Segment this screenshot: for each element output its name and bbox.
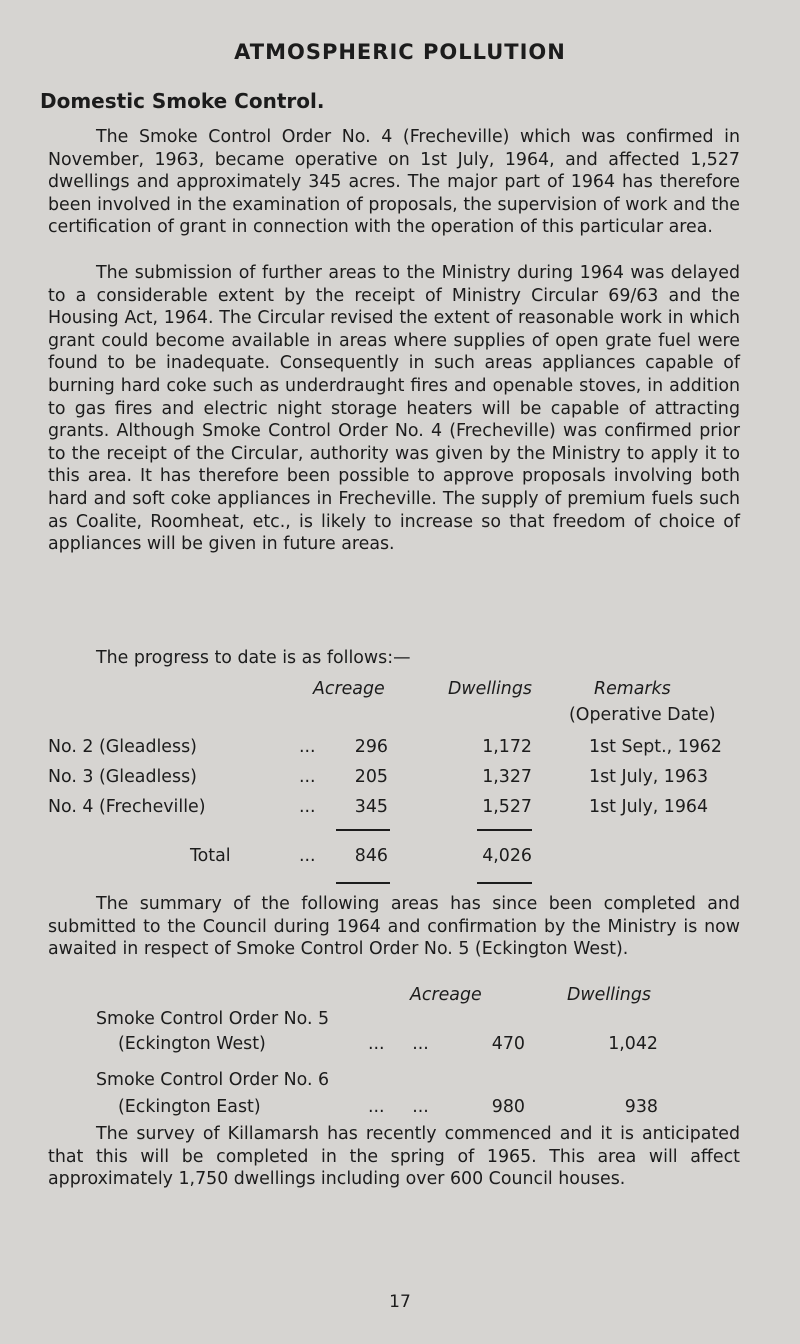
paragraph-1: The Smoke Control Order No. 4 (Frecheville) which was confirmed in November, 1963, became operative on 1st July, 1964, and affected 1,527 dwellings and approximately 345 acres. The major part of 1964 has therefore been involved in the examination of proposals, the supervision of work and the certification of grant in connection with the operation of this particular area. (48, 127, 740, 238)
total-rule-acreage-bottom (336, 882, 390, 884)
page-title: ATMOSPHERIC POLLUTION (234, 40, 566, 64)
row-acreage: 345 (354, 797, 388, 817)
leader-dots: ... ... (368, 1034, 429, 1054)
section-heading: Domestic Smoke Control. (40, 89, 325, 113)
paragraph-3: The summary of the following areas has since been completed and submitted to the Council during 1964 and confirmation by the Ministry is now awaited in respect of Smoke Control Order No. 5 (Eckington West). (48, 894, 740, 960)
row-acreage: 296 (354, 737, 388, 757)
total-dwellings: 4,026 (482, 846, 532, 866)
row-acreage: 980 (491, 1097, 525, 1117)
row-dwellings: 1,042 (608, 1034, 658, 1054)
row-dwellings: 1,172 (482, 737, 532, 757)
row-dwellings: 1,327 (482, 767, 532, 787)
paragraph-2: The submission of further areas to the Ministry during 1964 was delayed to a considerable extent by the receipt of Ministry Circular 69/63 and the Housing Act, 1964. The Circular revised the extent of reasonable work in which grant could become available in areas where supplies of open grate fuel were found to be inadequate. Consequently in such areas appliances capable of burning hard coke such as underdraught fires and openable stoves, in addition to gas fires and electric night storage heaters will be capable of attracting grants. Although Smoke Control Order No. 4 (Frecheville) was confirmed prior to the receipt of the Circular, authority was given by the Ministry to apply it to this area. It has therefore been possible to approve proposals involving both hard and soft coke appliances in Frecheville. The supply of premium fuels such as Coalite, Roomheat, etc., is likely to increase so that freedom of choice of appliances will be given in future areas. (48, 263, 740, 555)
row-acreage: 470 (491, 1034, 525, 1054)
total-rule-acreage (336, 829, 390, 831)
total-acreage: 846 (354, 846, 388, 866)
row-name: No. 3 (Gleadless) (48, 767, 197, 787)
row-name-line2: (Eckington West) (118, 1034, 266, 1054)
total-rule-dwellings (477, 829, 532, 831)
row-name-line1: Smoke Control Order No. 5 (96, 1009, 330, 1029)
total-label: Total (190, 846, 231, 866)
row-dwellings: 1,527 (482, 797, 532, 817)
leader-dots: ... (299, 767, 316, 787)
leader-dots: ... ... (368, 1097, 429, 1117)
row-remarks: 1st Sept., 1962 (589, 737, 722, 757)
progress-intro: The progress to date is as follows:— (96, 648, 411, 668)
table1-header-dwellings: Dwellings (448, 679, 532, 699)
table1-header-acreage: Acreage (313, 679, 385, 699)
leader-dots: ... (299, 846, 316, 866)
leader-dots: ... (299, 797, 316, 817)
leader-dots: ... (299, 737, 316, 757)
row-name-line1: Smoke Control Order No. 6 (96, 1070, 330, 1090)
row-name: No. 4 (Frecheville) (48, 797, 206, 817)
row-dwellings: 938 (624, 1097, 658, 1117)
row-remarks: 1st July, 1964 (589, 797, 709, 817)
paragraph-4: The survey of Killamarsh has recently commenced and it is anticipated that this will be completed in the spring of 1965. This area will affect approximately 1,750 dwellings including over 600 Council houses. (48, 1124, 740, 1190)
row-acreage: 205 (354, 767, 388, 787)
table2-header-acreage: Acreage (410, 985, 482, 1005)
total-rule-dwellings-bottom (477, 882, 532, 884)
table1-header-remarks-sub: (Operative Date) (569, 705, 716, 725)
row-remarks: 1st July, 1963 (589, 767, 709, 787)
row-name-line2: (Eckington East) (118, 1097, 261, 1117)
table2-header-dwellings: Dwellings (567, 985, 651, 1005)
page-number: 17 (389, 1292, 411, 1312)
row-name: No. 2 (Gleadless) (48, 737, 197, 757)
table1-header-remarks: Remarks (594, 679, 671, 699)
